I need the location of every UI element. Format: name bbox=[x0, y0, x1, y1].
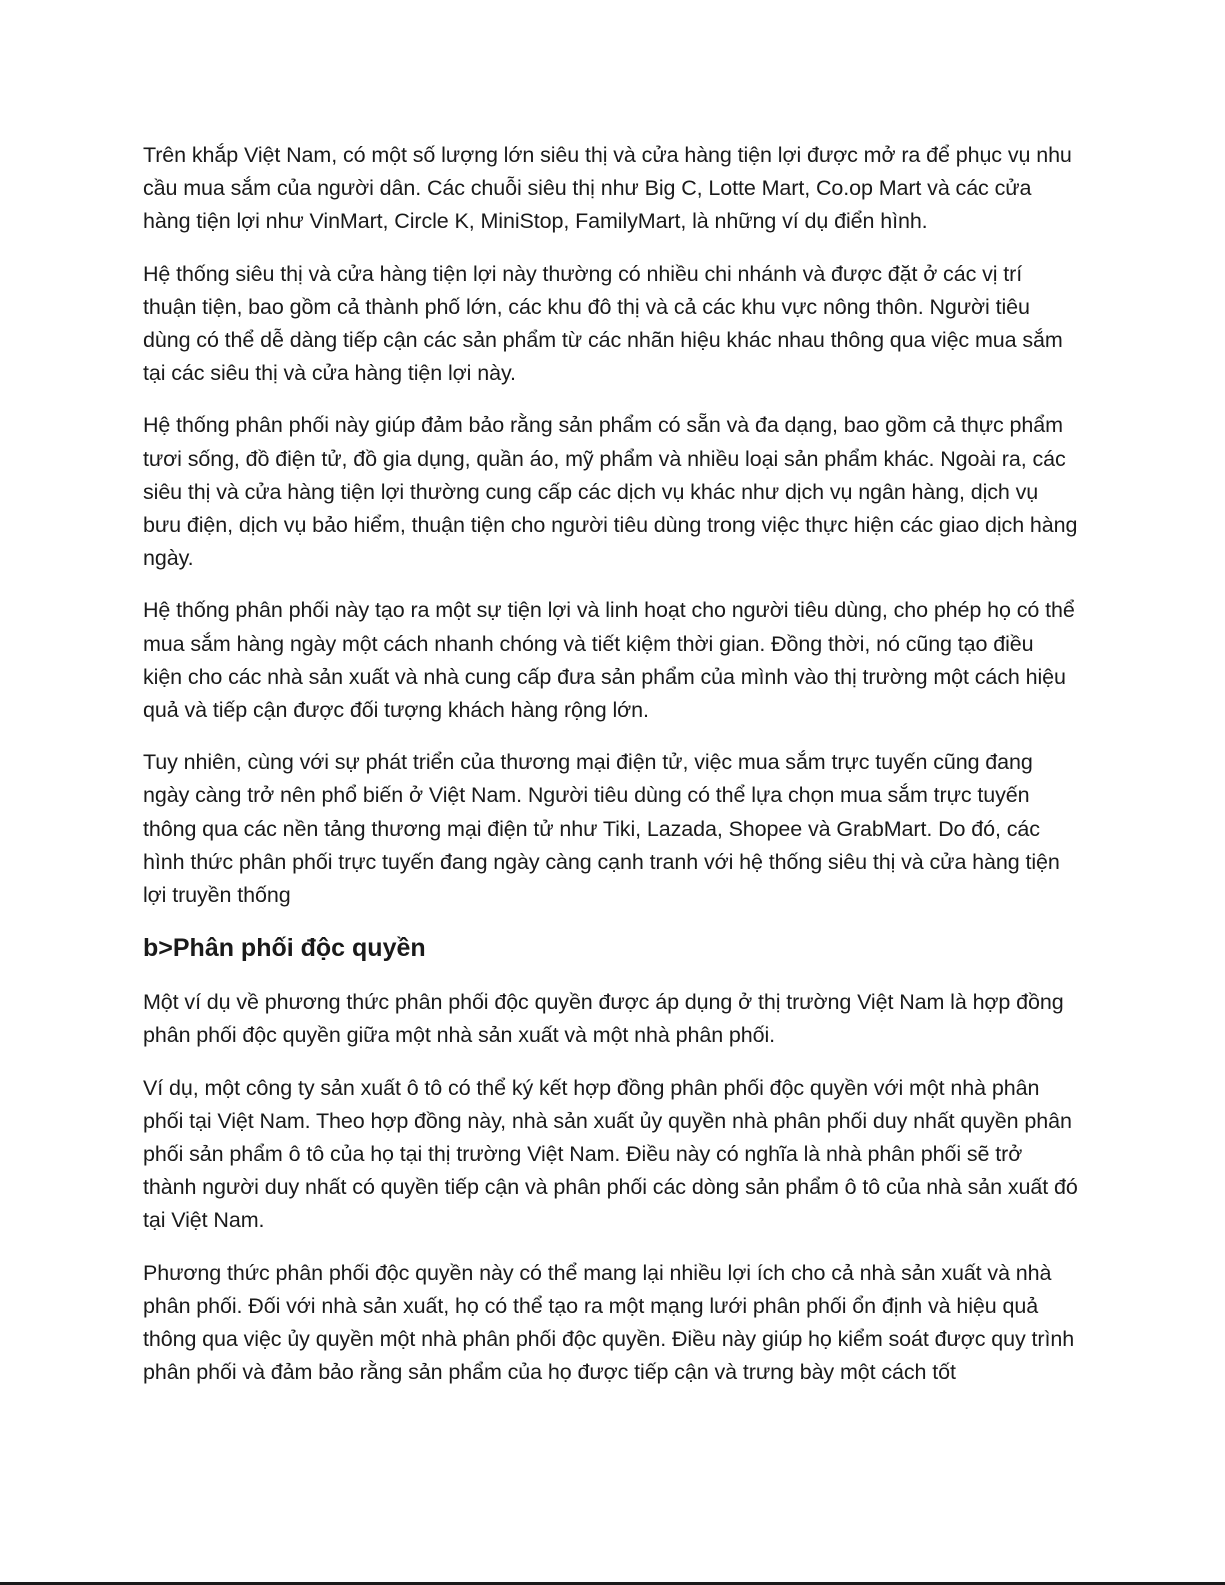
paragraph: Phương thức phân phối độc quyền này có thể mang lại nhiều lợi ích cho cả nhà sản xuất và nhà phân phối. Đối với nhà sản xuất, họ có thể tạo ra một mạng lưới phân phối ổn định và hiệu quả thông qua việc ủy quyền một nhà phân phối độc quyền. Điều này giúp họ kiểm soát được quy trình phân phối và đảm bảo rằng sản phẩm của họ được tiếp cận và trưng bày một cách tốt bbox=[143, 1260, 1075, 1385]
paragraph: Hệ thống phân phối này giúp đảm bảo rằng sản phẩm có sẵn và đa dạng, bao gồm cả thực phẩm tươi sống, đồ điện tử, đồ gia dụng, quần áo, mỹ phẩm và nhiều loại sản phẩm khác. Ngoài ra, các siêu thị và cửa hàng tiện lợi thường cung cấp các dịch vụ khác như dịch vụ ngân hàng, dịch vụ bưu điện, dịch vụ bảo hiểm, thuận tiện cho người tiêu dùng trong việc thực hiện các giao dịch hàng ngày. bbox=[143, 413, 1078, 571]
paragraph: Một ví dụ về phương thức phân phối độc quyền được áp dụng ở thị trường Việt Nam là hợp đồng phân phối độc quyền giữa một nhà sản xuất và một nhà phân phối. bbox=[143, 990, 1064, 1048]
paragraph: Trên khắp Việt Nam, có một số lượng lớn siêu thị và cửa hàng tiện lợi được mở ra để phục vụ nhu cầu mua sắm của người dân. Các chuỗi siêu thị như Big C, Lotte Mart, Co.op Mart và các cửa hàng tiện lợi như VinMart, Circle K, MiniStop, FamilyMart, là những ví dụ điển hình. bbox=[143, 143, 1072, 234]
paragraph: Ví dụ, một công ty sản xuất ô tô có thể ký kết hợp đồng phân phối độc quyền với một nhà phân phối tại Việt Nam. Theo hợp đồng này, nhà sản xuất ủy quyền nhà phân phối duy nhất quyền phân phối sản phẩm ô tô của họ tại thị trường Việt Nam. Điều này có nghĩa là nhà phân phối sẽ trở thành người duy nhất có quyền tiếp cận và phân phối các dòng sản phẩm ô tô của nhà sản xuất đó tại Việt Nam. bbox=[143, 1075, 1078, 1233]
paragraph: Hệ thống siêu thị và cửa hàng tiện lợi này thường có nhiều chi nhánh và được đặt ở các vị trí thuận tiện, bao gồm cả thành phố lớn, các khu đô thị và cả các khu vực nông thôn. Người tiêu dùng có thể dễ dàng tiếp cận các sản phẩm từ các nhãn hiệu khác nhau thông qua việc mua sắm tại các siêu thị và cửa hàng tiện lợi này. bbox=[143, 261, 1063, 386]
document-body bbox=[143, 139, 1078, 1409]
paragraph: Hệ thống phân phối này tạo ra một sự tiện lợi và linh hoạt cho người tiêu dùng, cho phép họ có thể mua sắm hàng ngày một cách nhanh chóng và tiết kiệm thời gian. Đồng thời, nó cũng tạo điều kiện cho các nhà sản xuất và nhà cung cấp đưa sản phẩm của mình vào thị trường một cách hiệu quả và tiếp cận được đối tượng khách hàng rộng lớn. bbox=[143, 598, 1075, 723]
paragraph: Tuy nhiên, cùng với sự phát triển của thương mại điện tử, việc mua sắm trực tuyến cũng đang ngày càng trở nên phổ biến ở Việt Nam. Người tiêu dùng có thể lựa chọn mua sắm trực tuyến thông qua các nền tảng thương mại điện tử như Tiki, Lazada, Shopee và GrabMart. Do đó, các hình thức phân phối trực tuyến đang ngày càng cạnh tranh với hệ thống siêu thị và cửa hàng tiện lợi truyền thống bbox=[143, 750, 1060, 908]
section-heading: b>Phân phối độc quyền bbox=[143, 934, 426, 963]
